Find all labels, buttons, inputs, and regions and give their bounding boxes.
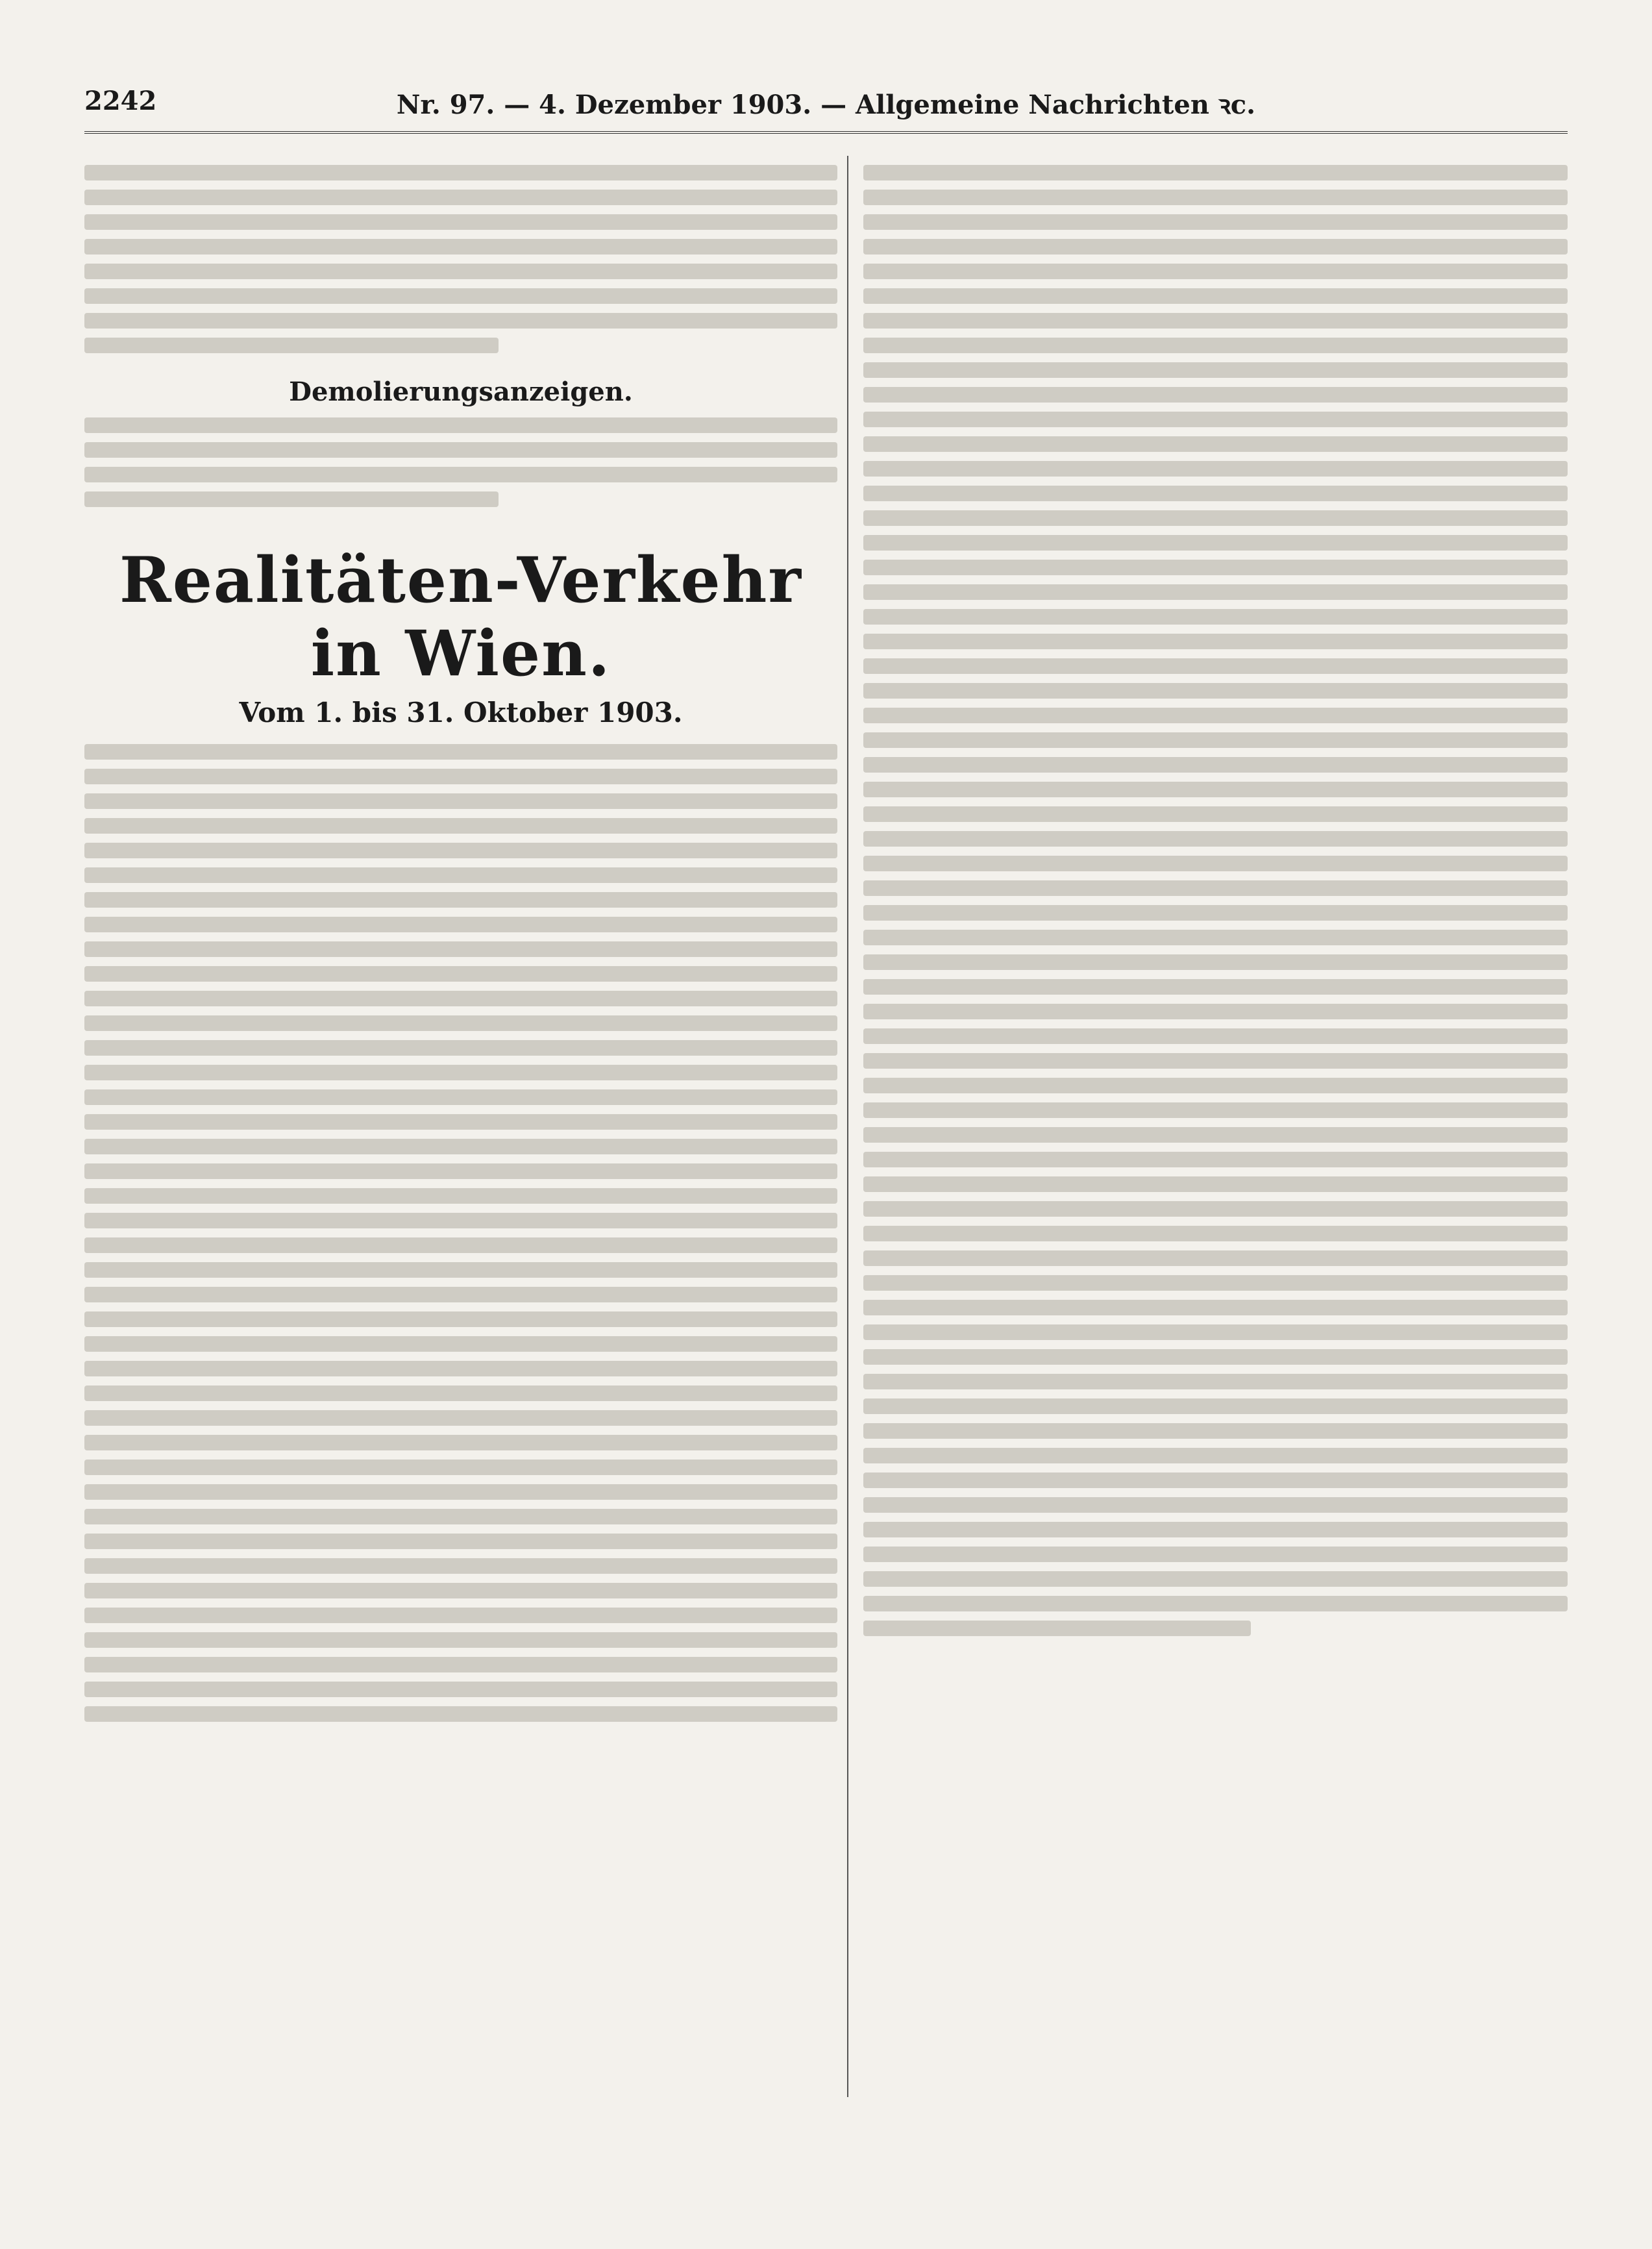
- page-header: [84, 77, 1568, 122]
- header-rule: [84, 131, 1568, 134]
- left-column: [84, 156, 837, 1731]
- right-column: [863, 156, 1568, 1645]
- section-heading-demolition: Demolierungsanzeigen.: [289, 377, 633, 407]
- text-placeholder: [84, 417, 837, 507]
- period-subtitle: Vom 1. bis 31. Oktober 1903.: [239, 697, 683, 728]
- text-placeholder: [84, 165, 837, 353]
- page-number: 2242: [84, 86, 157, 116]
- text-placeholder: [863, 165, 1568, 1636]
- main-title: Realitäten-Verkehr in Wien.: [119, 543, 802, 690]
- text-placeholder: [84, 744, 837, 1722]
- column-divider: [847, 156, 848, 2097]
- page-title: Nr. 97. — 4. Dezember 1903. — Allgemeine Nachrichten ꝛc.: [396, 90, 1256, 120]
